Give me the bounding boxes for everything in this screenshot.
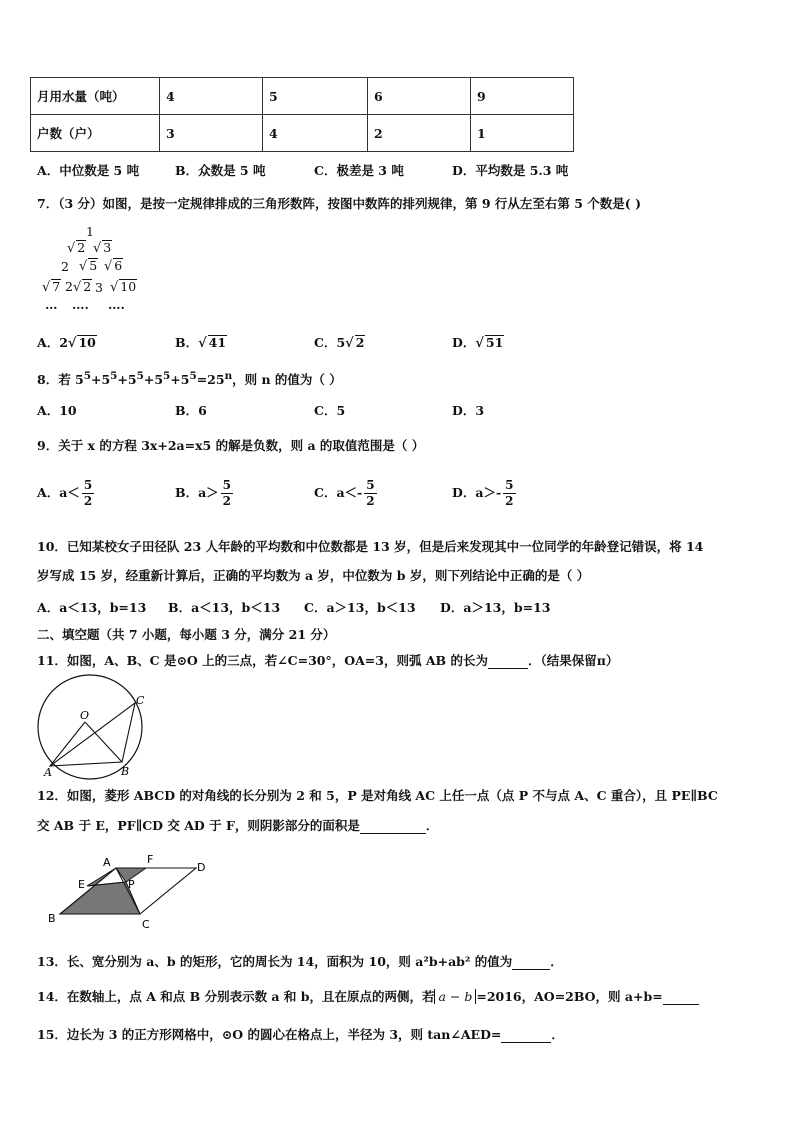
q10-stem-line1: 10．已知某校女子田径队 23 人年龄的平均数和中位数都是 13 岁，但是后来发现其中一位同学的年龄登记错误，将 14	[37, 539, 704, 554]
q9-stem: 9．关于 x 的方程 3x+2a=x5 的解是负数，则 a 的取值范围是（ ）	[37, 438, 425, 453]
q7-stem: 7．（3 分）如图，是按一定规律排成的三角形数阵，按图中数阵的排列规律，第 9 行从左至右第 5 个数是( )	[37, 196, 641, 211]
radical-sign: √	[42, 280, 51, 295]
radical-sign: √	[79, 259, 88, 274]
q7-option-d: D．√ 51	[452, 335, 504, 351]
table-cell: 4	[263, 115, 368, 152]
q15-stem: 15．边长为 3 的正方形网格中，⊙O 的圆心在格点上，半径为 3，则 tan∠AED= ．	[37, 1027, 564, 1042]
q6-option-b: B．众数是 5 吨	[175, 163, 266, 178]
q11-stem: 11．如图，A、B、C 是⊙O 上的三点，若∠C=30°，OA=3，则弧 AB 的长为 ．（结果保留π）	[37, 653, 619, 668]
q7-option-a: A．2√ 10	[37, 335, 96, 351]
q13-stem: 13．长、宽分别为 a、b 的矩形，它的周长为 14，面积为 10，则 a²b+ab² 的值为 ．	[37, 954, 563, 969]
point-label-f: F	[147, 853, 154, 866]
point-label-d: D	[197, 861, 206, 874]
radicand: 2	[83, 279, 92, 294]
radical-sign: √	[475, 336, 484, 351]
tri-r4d: 3	[95, 280, 103, 295]
q6-option-d: D．平均数是 5.3 吨	[452, 163, 569, 178]
tri-r1: 1	[86, 224, 94, 239]
radical-sign: √	[67, 336, 77, 351]
radical-sign: √	[67, 241, 76, 256]
point-label-e: E	[78, 878, 85, 891]
radical-sign: √	[72, 280, 82, 295]
q9-option-d: D．a＞- $\frac{5}{2}$	[452, 478, 514, 508]
table-cell: 6	[368, 78, 471, 115]
q10-option-c: C．a＞13，b＜13	[304, 600, 416, 615]
table-cell: 9	[471, 78, 574, 115]
radical-sign: √	[104, 259, 113, 274]
q7-option-b: B．√ 41	[175, 335, 227, 351]
radical-sign: √	[110, 280, 119, 295]
q9-option-b: B．a＞ $\frac{5}{2}$	[175, 478, 232, 508]
tri-dots: ….	[108, 297, 125, 312]
q10-option-a: A．a＜13，b=13	[37, 600, 147, 615]
radicand: 10	[120, 279, 137, 294]
q10-option-d: D．a＞13，b=13	[440, 600, 551, 615]
radicand: 3	[103, 240, 112, 255]
radicand: 2	[77, 240, 86, 255]
table-cell: 4	[160, 78, 263, 115]
radical-sign: √	[198, 336, 207, 351]
q12-stem-line1: 12．如图，菱形 ABCD 的对角线的长分别为 2 和 5，P 是对角线 AC 上任一点（点 P 不与点 A、C 重合），且 PE∥BC	[37, 788, 718, 803]
section-heading: 二、填空题（共 7 小题，每小题 3 分，满分 21 分）	[37, 627, 336, 642]
q10-stem-line2: 岁写成 15 岁，经重新计算后，正确的平均数为 a 岁，中位数为 b 岁，则下列结论中正确的是（ ）	[37, 568, 590, 583]
tri-dots: ….	[72, 297, 89, 312]
point-label-p: P	[128, 878, 135, 891]
point-label-a: A	[103, 856, 111, 869]
point-label-b: B	[48, 912, 56, 925]
q12-stem-line2: 交 AB 于 E，PF∥CD 交 AD 于 F，则阴影部分的面积是 ．	[37, 818, 439, 833]
q14-stem: 14．在数轴上，点 A 和点 B 分别表示数 a 和 b，且在原点的两侧，若 a − b =2016，AO=2BO，则 a+b=	[37, 987, 699, 1005]
q8-option-a: A．10	[37, 403, 77, 418]
point-label-c: C	[142, 918, 150, 931]
tri-dots: …	[45, 297, 58, 312]
table-cell: 1	[471, 115, 574, 152]
q8-option-b: B．6	[175, 403, 207, 418]
radicand: 6	[114, 258, 123, 273]
q10-option-b: B．a＜13，b＜13	[168, 600, 281, 615]
point-label-b: B	[121, 765, 130, 778]
point-label-c: C	[136, 694, 145, 707]
tri-r3a: 2	[61, 259, 69, 274]
table-cell: 2	[368, 115, 471, 152]
radical-sign: √	[345, 336, 354, 351]
q6-option-c: C．极差是 3 吨	[314, 163, 404, 178]
table-cell: 5	[263, 78, 368, 115]
point-label-a: A	[44, 766, 52, 779]
table-cell: 3	[160, 115, 263, 152]
q7-option-c: C．5√ 2	[314, 335, 365, 351]
q9-option-a: A．a＜ $\frac{5}{2}$	[37, 478, 93, 508]
radicand: 5	[89, 258, 98, 273]
q9-option-c: C．a＜- $\frac{5}{2}$	[314, 478, 375, 508]
q8-stem: 8．若 $5^5+5^5+5^5+5^5+5^5=25^n$，则 n 的值为（ ）	[37, 370, 342, 388]
q6-option-a: A．中位数是 5 吨	[37, 163, 140, 178]
radicand: 7	[52, 279, 61, 294]
q8-option-d: D．3	[452, 403, 485, 418]
radical-sign: √	[93, 241, 102, 256]
table-cell: 月用水量（吨）	[31, 78, 160, 115]
point-label-o: O	[80, 709, 90, 722]
table-cell: 户数（户）	[31, 115, 160, 152]
q8-option-c: C．5	[314, 403, 346, 418]
absolute-value: a − b	[434, 989, 476, 1004]
coefficient: 2	[65, 279, 73, 294]
